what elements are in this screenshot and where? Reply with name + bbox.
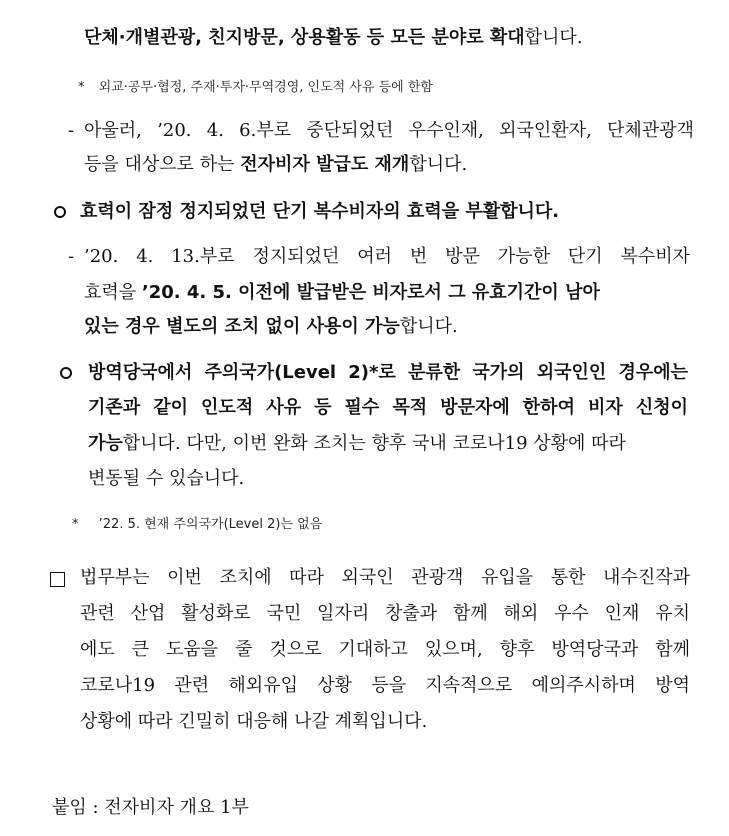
expansion-bold-text: 단체·개별관광, 친지방문, 상용활동 등 모든 분야로 확대 xyxy=(84,27,525,48)
footnote-1-marker: * xyxy=(78,80,85,95)
circle-2-line-a: 방역당국에서 주의국가(Level 2)*로 분류한 국가의 외국인인 경우에는 xyxy=(88,362,688,383)
box-line-1: 법무부는 이번 조치에 따라 외국인 관광객 유입을 통한 내수진작과 xyxy=(80,567,690,588)
dash-1-line-b-tail: 합니다. xyxy=(409,154,468,175)
circle-2-line-d: 변동될 수 있습니다. xyxy=(88,468,245,489)
circle-bullet-1 xyxy=(54,206,66,218)
dash-2-line-c xyxy=(84,315,458,339)
circle-2-line-c-bold: 가능 xyxy=(88,433,123,454)
footnote-2-marker: * xyxy=(72,517,79,532)
circle-bullet-2 xyxy=(60,367,72,379)
dash-2-line-c-bold: 있는 경우 별도의 조치 없이 사용이 가능 xyxy=(84,316,400,337)
dash-1-line-b-bold: 전자비자 발급도 재개 xyxy=(240,154,410,175)
circle-2-line-c-tail: 합니다. 다만, 이번 완화 조치는 향후 국내 코로나19 상황에 따라 xyxy=(122,433,626,454)
dash-marker-2: - xyxy=(68,246,75,267)
footnote-2-text: ’22. 5. 현재 주의국가(Level 2)는 없음 xyxy=(98,517,323,532)
footnote-1 xyxy=(78,79,433,97)
circle-2-line-c xyxy=(88,432,626,456)
dash-marker-1: - xyxy=(68,120,75,141)
circle-2-line-b: 기존과 같이 인도적 사유 등 필수 목적 방문자에 한하여 비자 신청이 xyxy=(88,397,688,418)
attachment-line: 붙임 : 전자비자 개요 1부 xyxy=(52,797,249,818)
checkbox-bullet xyxy=(50,572,65,587)
box-line-2: 관련 산업 활성화로 국민 일자리 창출과 함께 해외 우수 인재 유치 xyxy=(80,603,690,624)
box-line-3: 에도 큰 도움을 줄 것으로 기대하고 있으며, 향후 방역당국과 함께 xyxy=(80,639,690,660)
dash-2-line-b-bold: ’20. 4. 5. 이전에 발급받은 비자로서 그 유효기간이 남아 xyxy=(141,282,600,303)
dash-2-line-b xyxy=(84,281,600,305)
box-line-4: 코로나19 관련 해외유입 상황 등을 지속적으로 예의주시하며 방역 xyxy=(80,675,690,696)
footnote-1-text: 외교·공무·협정, 주재·투자·무역경영, 인도적 사유 등에 한함 xyxy=(98,80,433,95)
circle-1-text: 효력이 잠정 정지되었던 단기 복수비자의 효력을 부활합니다. xyxy=(80,201,560,222)
dash-2-line-c-tail: 합니다. xyxy=(399,316,458,337)
dash-1-line-a: 아울러, ’20. 4. 6.부로 중단되었던 우수인재, 외국인환자, 단체관광객 xyxy=(84,120,694,141)
footnote-2 xyxy=(72,516,322,534)
paragraph-expansion xyxy=(84,26,583,50)
box-line-5: 상황에 따라 긴밀히 대응해 나갈 계획입니다. xyxy=(80,711,428,732)
dash-2-line-b-pre: 효력을 xyxy=(84,282,142,303)
expansion-tail-text: 합니다. xyxy=(524,27,583,48)
dash-2-line-a: ’20. 4. 13.부로 정지되었던 여러 번 방문 가능한 단기 복수비자 xyxy=(84,246,690,267)
dash-1-line-b-pre: 등을 대상으로 하는 xyxy=(84,154,241,175)
dash-1-line-b xyxy=(84,153,467,177)
